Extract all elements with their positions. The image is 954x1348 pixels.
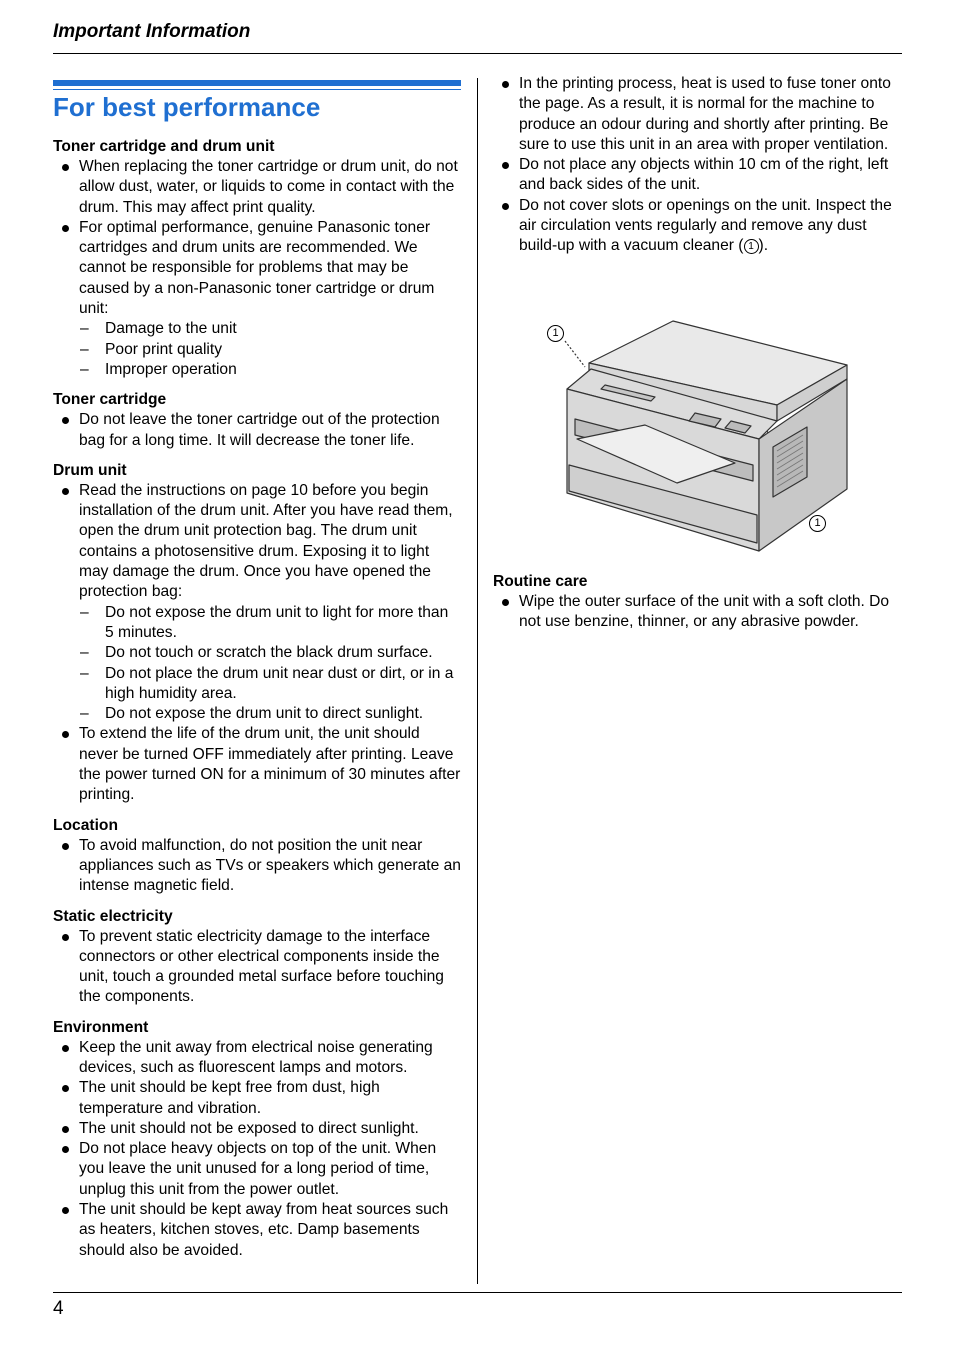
right-column xyxy=(493,74,903,632)
list-item-text-end: ). xyxy=(758,237,769,255)
list-item xyxy=(493,196,903,257)
list-item: Do not leave the toner cartridge out of the protection bag for a long time. It will decrease the toner life. xyxy=(53,410,461,451)
sub-list-item: – Do not place the drum unit near dust or dirt, or in a high humidity area. xyxy=(53,664,461,705)
section-heading-static: Static electricity xyxy=(53,907,173,925)
header-divider xyxy=(53,53,902,54)
sub-list-item: – Do not expose the drum unit to direct sunlight. xyxy=(53,704,461,724)
footer-divider xyxy=(53,1292,902,1293)
section-header-title: Important Information xyxy=(53,21,251,42)
list-item: The unit should not be exposed to direct sunlight. xyxy=(53,1119,461,1139)
printer-illustration xyxy=(545,313,855,553)
printer-drawing xyxy=(545,313,855,553)
list-item: Do not place heavy objects on top of the unit. When you leave the unit unused for a long period of time, unplug this unit from the power outlet. xyxy=(53,1139,461,1200)
list-item: When replacing the toner cartridge or drum unit, do not allow dust, water, or liquids to come in contact with the drum. This may affect print quality. xyxy=(53,157,461,218)
list-item: Keep the unit away from electrical noise generating devices, such as fluorescent lamps and motors. xyxy=(53,1038,461,1079)
section-heading-environment: Environment xyxy=(53,1018,149,1036)
section-heading-routine-care: Routine care xyxy=(493,572,588,590)
list-item: The unit should be kept free from dust, high temperature and vibration. xyxy=(53,1078,461,1119)
section-heading-drum: Drum unit xyxy=(53,461,127,479)
sub-list-item: – Improper operation xyxy=(53,360,461,380)
sub-list-item: – Damage to the unit xyxy=(53,319,461,339)
list-item: The unit should be kept away from heat sources such as heaters, kitchen stoves, etc. Damp basements should also be avoided. xyxy=(53,1200,461,1261)
column-divider xyxy=(477,78,478,1284)
title-accent-bar xyxy=(53,80,461,86)
callout-marker-bottom: 1 xyxy=(809,515,826,532)
list-item: Wipe the outer surface of the unit with a soft cloth. Do not use benzine, thinner, or any abrasive powder. xyxy=(493,592,903,633)
page-title: For best performance xyxy=(53,92,321,122)
list-item: Do not place any objects within 10 cm of the right, left and back sides of the unit. xyxy=(493,155,903,196)
left-column xyxy=(53,136,461,1261)
section-heading-toner-drum: Toner cartridge and drum unit xyxy=(53,138,275,155)
sub-list-item: – Do not touch or scratch the black drum surface. xyxy=(53,643,461,663)
page-number: 4 xyxy=(53,1298,64,1319)
list-item-text: Do not cover slots or openings on the unit. Inspect the air circulation vents regularly and remove any dust build-up with a vacuum cleaner ( xyxy=(519,196,892,255)
callout-leader-top xyxy=(565,341,585,367)
section-heading-location: Location xyxy=(53,816,118,834)
list-item: To extend the life of the drum unit, the unit should never be turned OFF immediately after printing. Leave the power turned ON for a minimum of 30 minutes after printing. xyxy=(53,724,461,805)
list-item: In the printing process, heat is used to fuse toner onto the page. As a result, it is normal for the machine to produce an odour during and shortly after printing. Be sure to use this unit in an area with proper ventilation. xyxy=(493,74,903,155)
section-heading-toner: Toner cartridge xyxy=(53,391,167,409)
callout-marker-top: 1 xyxy=(547,325,564,342)
list-item: To prevent static electricity damage to the interface connectors or other electrical components inside the unit, touch a grounded metal surface before touching the components. xyxy=(53,927,461,1008)
list-item: To avoid malfunction, do not position the unit near appliances such as TVs or speakers which generate an intense magnetic field. xyxy=(53,836,461,897)
sub-list-item: – Poor print quality xyxy=(53,340,461,360)
list-item: For optimal performance, genuine Panasonic toner cartridges and drum units are recommended. We cannot be responsible for problems that may be caused by a non-Panasonic toner cartridge or drum unit: xyxy=(53,218,461,319)
callout-marker: 1 xyxy=(744,239,759,254)
sub-list-item: – Do not expose the drum unit to light for more than 5 minutes. xyxy=(53,603,461,644)
title-accent-line xyxy=(53,89,461,90)
list-item: Read the instructions on page 10 before you begin installation of the drum unit. After you have read them, open the drum unit protection bag. The drum unit contains a photosensitive drum. Exposing it to light may damage the drum. Once you have opened the protection bag: xyxy=(53,481,461,603)
